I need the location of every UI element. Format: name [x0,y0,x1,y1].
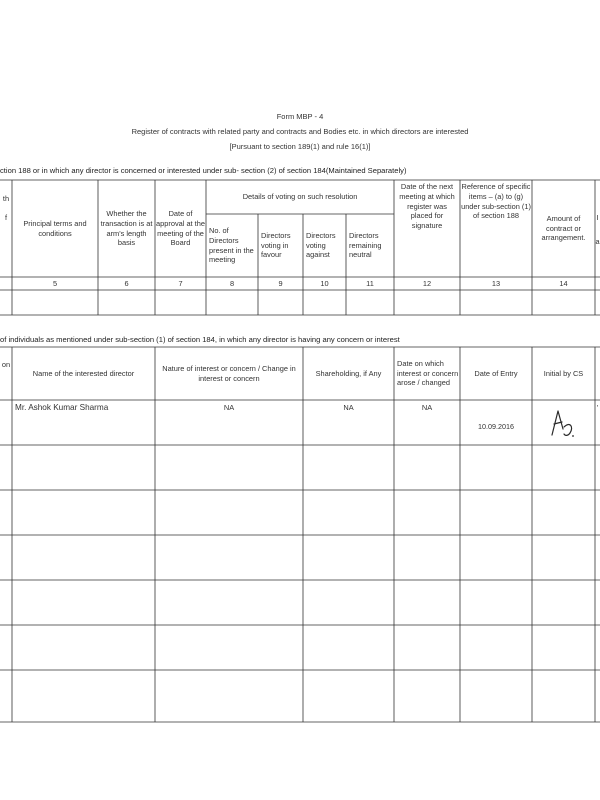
director-name: Mr. Ashok Kumar Sharma [15,403,109,412]
part1-col-partial-b: f [4,213,8,223]
part1-col-partial-right-a: I [596,213,599,223]
col-reference: Reference of specific items – (a) to (g) under sub-section (1) of section 188 [461,182,531,221]
register-title: Register of contracts with related party and contracts and Bodies etc. in which directors are interested [131,127,469,136]
col-number: 9 [278,278,283,288]
right-mark: ' [596,403,599,413]
col-number: 7 [178,278,183,288]
col-number: 5 [52,278,58,288]
col-number: 12 [422,278,432,288]
col-voting-against: Directors voting against [306,230,336,260]
col-no-directors: No. of Directors present in the meeting [209,225,254,265]
part1-section-heading: ction 188 or in which any director is concerned or interested under sub- section (2) of section 184(Maintained Separately) [0,166,407,175]
col-nature-of-interest: Nature of interest or concern / Change in interest or concern [162,363,296,383]
col-principal-terms: Principal terms and conditions [23,218,87,238]
nature-value: NA [223,403,235,412]
col-number: 11 [366,278,374,288]
pursuant-note: [Pursuant to section 189(1) and rule 16(1)] [229,142,371,151]
cs-signature [540,405,582,439]
date-arose-value: NA [421,403,433,412]
part1-col-partial-a: th [2,194,10,204]
col-initial-cs: Initial by CS [543,368,584,378]
col-voting-favour: Directors voting in favour [261,230,291,260]
col-date-arose: Date on which interest or concern arose / changed [397,358,459,388]
col-arms-length: Whether the transaction is at arm's length basis [100,208,153,248]
col-remaining-neutral: Directors remaining neutral [349,230,382,260]
col-amount: Amount of contract or arrangement. [541,213,586,243]
col-number: 8 [229,278,235,288]
part2-section-heading: of individuals as mentioned under sub-section (1) of section 184, in which any director is having any concern or interest [0,335,400,344]
col-next-meeting: Date of the next meeting at which register was placed for signature [399,182,455,231]
col-number: 14 [559,278,568,288]
form-title: Form MBP - 4 [276,112,324,121]
col-number: 10 [320,278,329,288]
date-entry-value: 10.09.2016 [478,422,514,432]
col-number: 6 [124,278,129,288]
col-date-entry: Date of Entry [474,368,518,378]
col-shareholding: Shareholding, if Any [315,368,382,378]
col-interested-director: Name of the interested director [32,368,135,378]
col-voting-details: Details of voting on such resolution [242,192,358,202]
col-number: 13 [491,278,501,288]
col-date-approval: Date of approval at the meeting of the Board [156,208,205,248]
part2-col-partial: on [1,360,11,370]
part1-col-partial-right-b: a [595,237,600,247]
shareholding-value: NA [343,403,354,412]
